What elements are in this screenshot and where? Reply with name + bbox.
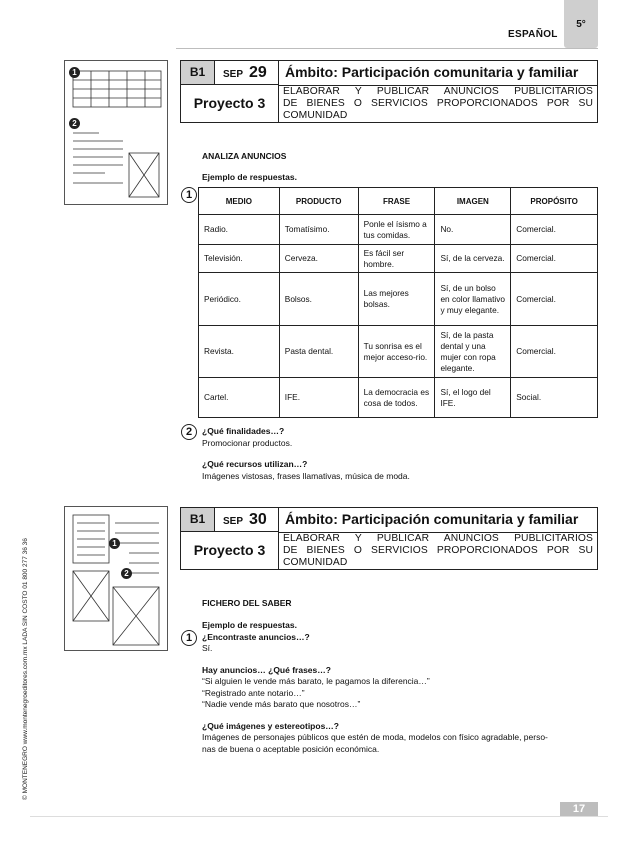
description-line-3: COMUNIDAD — [283, 110, 348, 121]
sep-text: SEP — [223, 69, 244, 80]
ambito-title: Ámbito: Participación comunitaria y familiar — [285, 511, 579, 527]
col-header-medio: MEDIO — [199, 188, 280, 215]
table-cell: No. — [435, 215, 511, 245]
thumbnail-badge-1: 1 — [69, 67, 80, 78]
table-row — [199, 245, 598, 273]
item-number-1: 1 — [181, 630, 197, 646]
project-label: Proyecto 3 — [181, 85, 279, 122]
question-imagenes: ¿Qué imágenes y estereotipos…? — [202, 720, 339, 731]
example-label: Ejemplo de respuestas. — [202, 172, 297, 182]
item-number-2: 2 — [181, 424, 197, 440]
table-cell: Revista. — [199, 326, 280, 378]
table-cell: Las mejores bolsas. — [358, 273, 435, 326]
col-header-frase: FRASE — [358, 188, 435, 215]
table-cell: Tu sonrisa es el mejor acceso-rio. — [358, 326, 435, 378]
table-cell: Sí, de la pasta dental y una mujer con ropa elegante. — [435, 326, 511, 378]
table-cell: IFE. — [279, 378, 358, 418]
block-label: B1 — [181, 508, 215, 532]
table-cell: Cartel. — [199, 378, 280, 418]
col-header-proposito: PROPÓSITO — [511, 188, 598, 215]
question-finalidades: ¿Qué finalidades…? — [202, 426, 285, 436]
answer-recursos: Imágenes vistosas, frases llamativas, música de moda. — [202, 470, 410, 481]
page-number: 17 — [560, 802, 598, 816]
answer-frase-1: “Si alguien le vende más barato, le pagamos la diferencia…” — [202, 676, 430, 686]
answer-frase-2: “Registrado ante notario…” — [202, 687, 305, 698]
project-description — [283, 86, 593, 122]
table-cell: Televisión. — [199, 245, 280, 273]
table-cell: Sí, el logo del IFE. — [435, 378, 511, 418]
table-cell: Sí, de la cerveza. — [435, 245, 511, 273]
sep-text: SEP — [223, 516, 244, 527]
answer-finalidades: Promocionar productos. — [202, 437, 293, 448]
project-description — [283, 533, 593, 569]
table-row — [199, 378, 598, 418]
subject-label: ESPAÑOL — [508, 29, 558, 40]
grade-tab: 5° — [564, 0, 598, 48]
table-cell: Comercial. — [511, 215, 598, 245]
session-header-30 — [180, 507, 598, 570]
answer-encontraste: Sí. — [202, 643, 213, 653]
table-cell: Tomatísimo. — [279, 215, 358, 245]
publisher-side-text: © MONTENEGRO www.montenegroeditores.com.mx LADA SIN COSTO 01 800 277 36 36 — [22, 538, 29, 800]
section-title-analiza: ANALIZA ANUNCIOS — [202, 151, 287, 161]
description-line-2: DE BIENES O SERVICIOS PROPORCIONADOS POR SU — [283, 545, 593, 556]
answer-imagenes-line-2: nas de buena o aceptable posición económica. — [202, 743, 380, 754]
header-rule — [176, 48, 598, 49]
session-header-29 — [180, 60, 598, 123]
question-recursos: ¿Qué recursos utilizan…? — [202, 459, 308, 469]
page-thumbnail-2 — [64, 506, 168, 651]
thumbnail-badge-2: 2 — [69, 118, 80, 129]
thumbnail-badge-2: 2 — [121, 568, 132, 579]
table-cell: Periódico. — [199, 273, 280, 326]
table-cell: Pasta dental. — [279, 326, 358, 378]
table-row — [199, 273, 598, 326]
table-cell: Es fácil ser hombre. — [358, 245, 435, 273]
sep-number: 30 — [249, 511, 267, 528]
table-row — [199, 326, 598, 378]
table-cell: Comercial. — [511, 326, 598, 378]
col-header-imagen: IMAGEN — [435, 188, 511, 215]
description-line-1: ELABORAR Y PUBLICAR ANUNCIOS PUBLICITARIOS — [283, 533, 593, 544]
table-cell: Cerveza. — [279, 245, 358, 273]
footer-rule — [30, 816, 608, 817]
example-label: Ejemplo de respuestas. — [202, 620, 297, 630]
thumbnail-badge-1: 1 — [109, 538, 120, 549]
answer-imagenes-line-1: Imágenes de personajes públicos que estén de moda, modelos con físico agradable, perso- — [202, 732, 548, 742]
table-cell: Bolsos. — [279, 273, 358, 326]
ambito-title: Ámbito: Participación comunitaria y familiar — [285, 64, 579, 80]
thumbnail-sketch — [65, 507, 167, 650]
description-line-2: DE BIENES O SERVICIOS PROPORCIONADOS POR SU — [283, 98, 593, 109]
table-cell: La democracia es cosa de todos. — [358, 378, 435, 418]
table-cell: Social. — [511, 378, 598, 418]
question-frases: Hay anuncios… ¿Qué frases…? — [202, 664, 331, 675]
col-header-producto: PRODUCTO — [279, 188, 358, 215]
sep-number: 29 — [249, 64, 267, 81]
section-title-fichero: FICHERO DEL SABER — [202, 598, 292, 608]
description-line-3: COMUNIDAD — [283, 557, 348, 568]
table-cell: Comercial. — [511, 245, 598, 273]
table-header-row — [199, 188, 598, 215]
answer-frase-3: “Nadie vende más barato que nosotros…” — [202, 699, 361, 709]
description-line-1: ELABORAR Y PUBLICAR ANUNCIOS PUBLICITARIOS — [283, 86, 593, 97]
table-cell: Radio. — [199, 215, 280, 245]
project-label: Proyecto 3 — [181, 532, 279, 569]
block-label: B1 — [181, 61, 215, 85]
table-row — [199, 215, 598, 245]
sep-label — [215, 61, 279, 85]
page-thumbnail-1 — [64, 60, 168, 205]
table-cell: Ponle el ísismo a tus comidas. — [358, 215, 435, 245]
item-number-1: 1 — [181, 187, 197, 203]
table-cell: Comercial. — [511, 273, 598, 326]
ads-table — [198, 187, 598, 418]
sep-label — [215, 508, 279, 532]
table-cell: Sí, de un bolso en color llamativo y muy elegante. — [435, 273, 511, 326]
question-encontraste: ¿Encontraste anuncios…? — [202, 631, 310, 642]
qa-block-1 — [202, 426, 410, 482]
qa-block-2 — [202, 620, 548, 755]
thumbnail-sketch — [65, 61, 167, 204]
